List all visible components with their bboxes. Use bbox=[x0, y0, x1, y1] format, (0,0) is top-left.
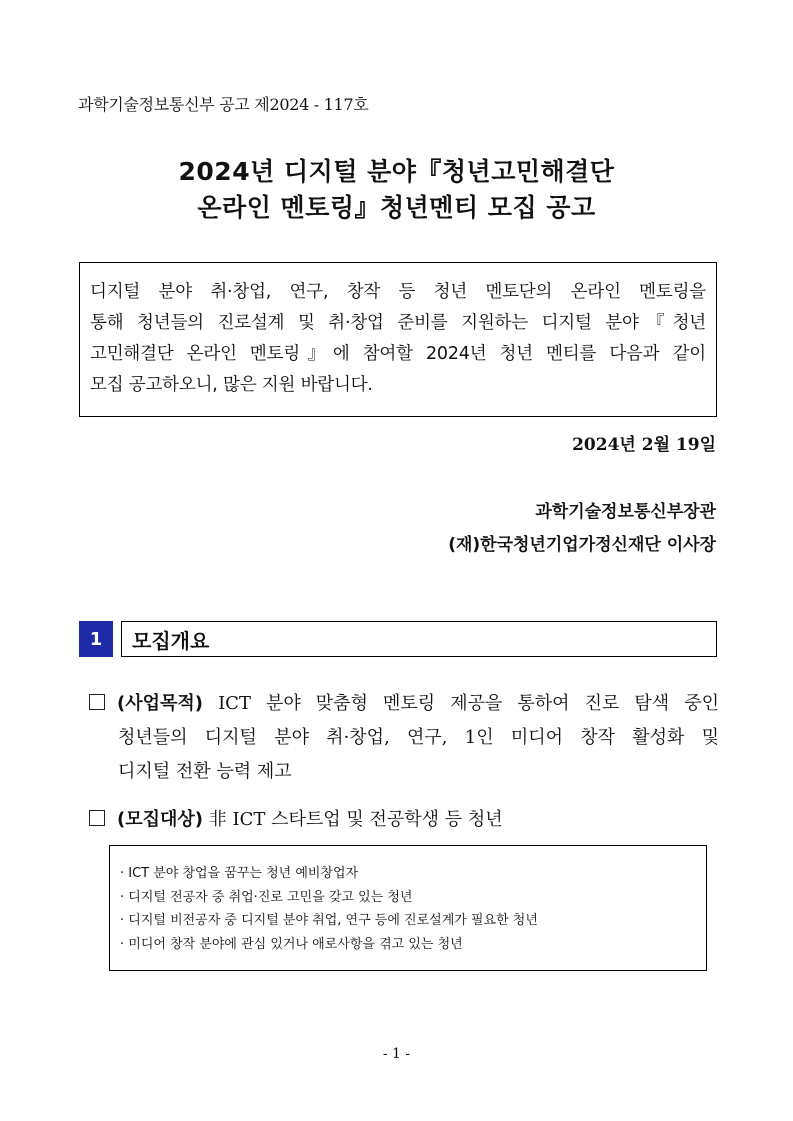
document-title-line1: 2024년 디지털 분야『청년고민해결단 bbox=[178, 157, 615, 186]
section-title-box bbox=[121, 621, 717, 657]
checkbox-icon bbox=[89, 810, 105, 826]
purpose-item bbox=[87, 687, 719, 789]
intro-line: 디지털 분야 취·창업, 연구, 창작 등 청년 멘토단의 온라인 멘토링을 bbox=[90, 282, 706, 302]
signatory-foundation: (재)한국청년기업가정신재단 이사장 bbox=[448, 535, 716, 555]
purpose-label: (사업목적) bbox=[117, 693, 204, 714]
section-number-badge: 1 bbox=[79, 621, 113, 657]
checkbox-icon bbox=[89, 694, 105, 710]
purpose-line bbox=[87, 687, 719, 721]
target-list-item: · ICT 분야 창업을 꿈꾸는 청년 예비창업자 bbox=[120, 866, 359, 881]
page-number: - 1 - bbox=[382, 1046, 411, 1062]
intro-line: 통해 청년들의 진로설계 및 취·창업 준비를 지원하는 디지털 분야『청년 bbox=[90, 313, 706, 333]
intro-line: 고민해결단 온라인 멘토링』에 참여할 2024년 청년 멘티를 다음과 같이 bbox=[90, 344, 706, 364]
target-text: 非 ICT 스타트업 및 전공학생 등 청년 bbox=[208, 809, 503, 830]
target-line bbox=[87, 803, 719, 837]
notice-number: 과학기술정보통신부 공고 제2024 - 117호 bbox=[78, 95, 369, 114]
purpose-text: ICT 분야 맞춤형 멘토링 제공을 통하여 진로 탐색 중인 bbox=[218, 693, 719, 714]
target-list-box bbox=[109, 845, 707, 971]
purpose-line: 청년들의 디지털 분야 취·창업, 연구, 1인 미디어 창작 활성화 및 bbox=[118, 727, 719, 748]
intro-box bbox=[79, 262, 717, 417]
target-list-item: · 디지털 비전공자 중 디지털 분야 취업, 연구 등에 진로설계가 필요한 청년 bbox=[120, 913, 538, 928]
signatory-ministry: 과학기술정보통신부장관 bbox=[535, 502, 716, 522]
target-list-item: · 미디어 창작 분야에 관심 있거나 애로사항을 겪고 있는 청년 bbox=[120, 936, 463, 952]
intro-line: 모집 공고하오니, 많은 지원 바랍니다. bbox=[90, 375, 373, 395]
purpose-line: 디지털 전환 능력 제고 bbox=[118, 761, 292, 782]
announcement-date: 2024년 2월 19일 bbox=[572, 435, 716, 455]
document-title-line2: 온라인 멘토링』청년멘티 모집 공고 bbox=[197, 193, 596, 222]
target-item bbox=[87, 803, 719, 837]
section-title: 모집개요 bbox=[132, 628, 210, 653]
target-label: (모집대상) bbox=[117, 809, 204, 830]
target-list-item: · 디지털 전공자 중 취업·진로 고민을 갖고 있는 청년 bbox=[120, 889, 413, 905]
